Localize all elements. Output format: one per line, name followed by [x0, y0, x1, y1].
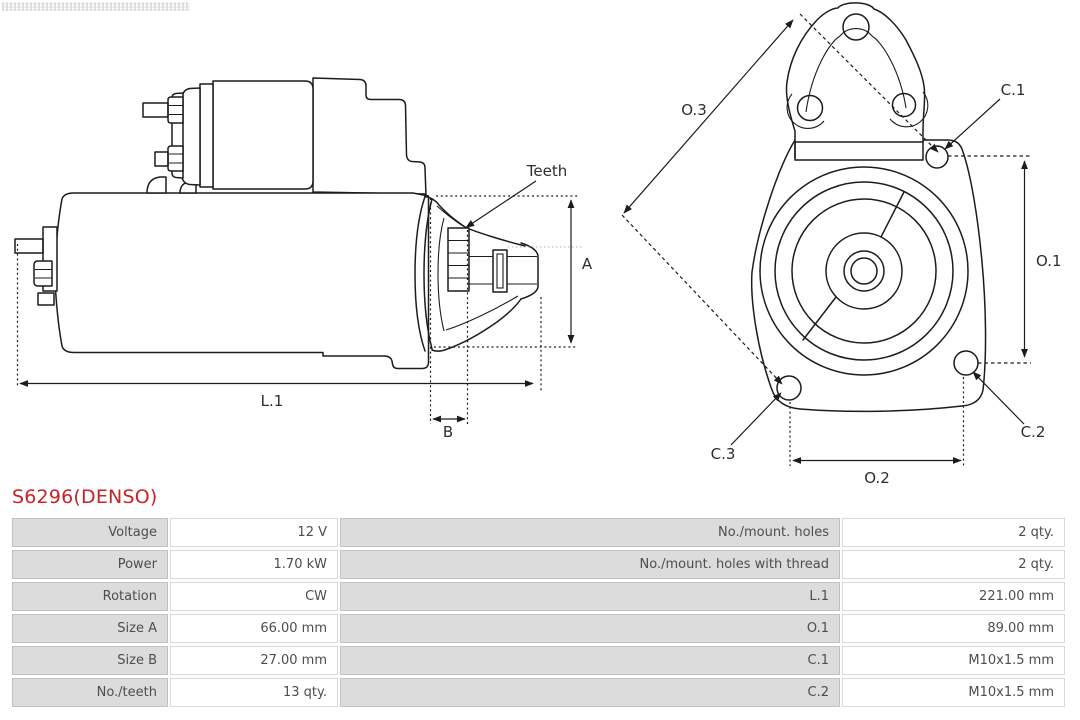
dim-c1-label: C.1: [1000, 81, 1026, 99]
dim-o1-label: O.1: [1036, 252, 1062, 270]
dim-o2-label: O.2: [864, 469, 890, 485]
spec-value: 89.00 mm: [842, 614, 1065, 643]
spec-value: 221.00 mm: [842, 582, 1065, 611]
front-view-drawing: [622, 3, 1062, 485]
spec-label: Rotation: [12, 582, 168, 611]
spec-label: C.1: [340, 646, 840, 675]
spec-value: CW: [170, 582, 338, 611]
spec-value: 13 qty.: [170, 678, 338, 707]
spec-label: No./teeth: [12, 678, 168, 707]
spec-label: No./mount. holes: [340, 518, 840, 547]
spec-value: 12 V: [170, 518, 338, 547]
spec-value: 1.70 kW: [170, 550, 338, 579]
spec-label: O.1: [340, 614, 840, 643]
spec-value: M10x1.5 mm: [842, 646, 1065, 675]
spec-value: 2 qty.: [842, 518, 1065, 547]
side-view-drawing: [15, 78, 593, 441]
spec-label: No./mount. holes with thread: [340, 550, 840, 579]
dim-a-label: A: [581, 255, 593, 273]
dim-l1-label: L.1: [260, 392, 284, 410]
spec-label: L.1: [340, 582, 840, 611]
spec-label: Voltage: [12, 518, 168, 547]
spec-value: 27.00 mm: [170, 646, 338, 675]
spec-label: Power: [12, 550, 168, 579]
spec-value: 66.00 mm: [170, 614, 338, 643]
spec-label: Size A: [12, 614, 168, 643]
dim-c3-label: C.3: [710, 445, 736, 463]
dim-c2-label: C.2: [1020, 423, 1046, 441]
spec-value: M10x1.5 mm: [842, 678, 1065, 707]
spec-label: C.2: [340, 678, 840, 707]
spec-label: Size B: [12, 646, 168, 675]
part-number-title: S6296(DENSO): [12, 486, 158, 508]
teeth-label: Teeth: [526, 162, 568, 180]
dim-o3-label: O.3: [681, 101, 707, 119]
dim-b-label: B: [442, 423, 454, 441]
spec-value: 2 qty.: [842, 550, 1065, 579]
spec-table: [12, 518, 1065, 707]
